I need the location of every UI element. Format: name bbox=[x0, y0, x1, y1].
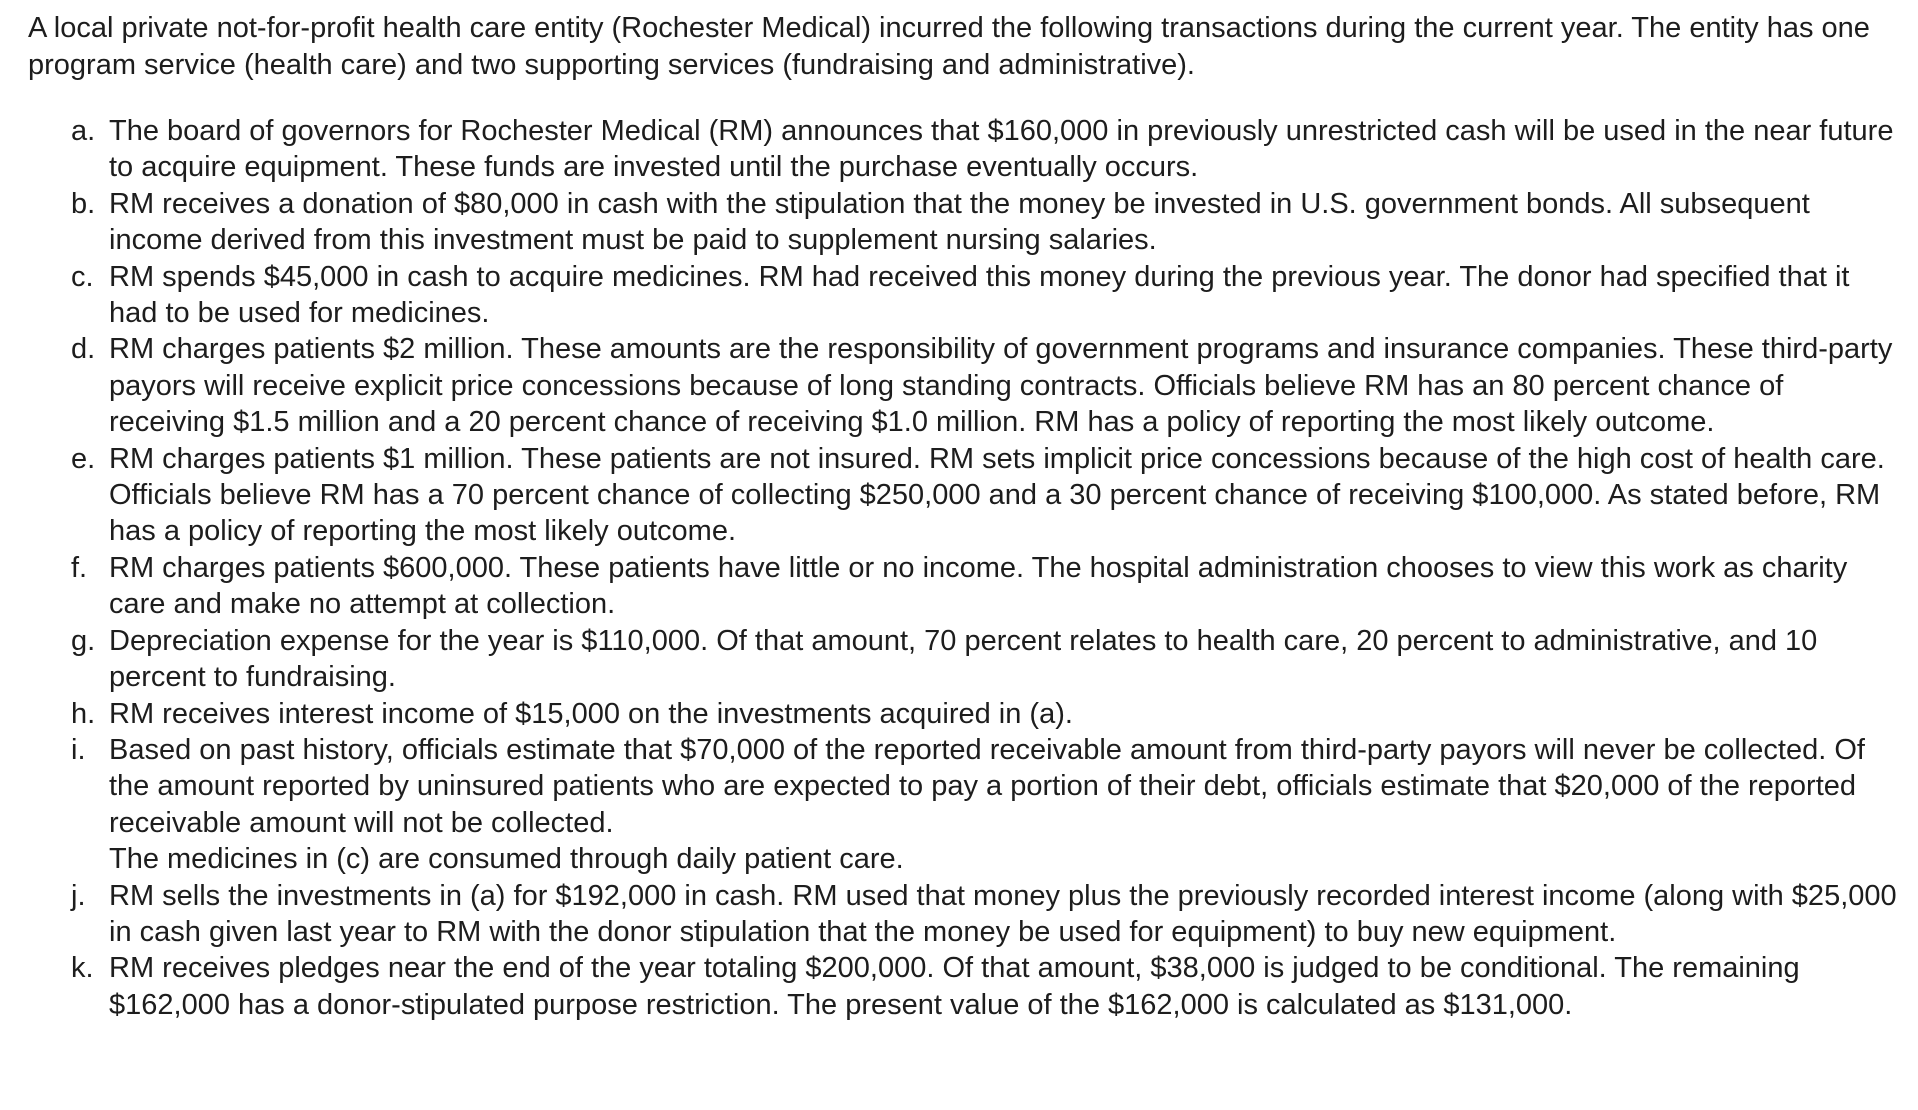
problem-intro: A local private not-for-profit health care entity (Rochester Medical) incurred the following transactions during the current year. The entity has one program service (health care) and two supporting services (fundraising and administrative). bbox=[28, 12, 1870, 81]
transaction-item-h bbox=[0, 696, 1918, 732]
transaction-item-d bbox=[0, 331, 1918, 440]
item-text: The board of governors for Rochester Medical (RM) announces that $160,000 in previously unrestricted cash will be used in the near future to acquire equipment. These funds are invested until the purchase eventually occurs. bbox=[109, 115, 1894, 184]
item-marker: b. bbox=[71, 187, 96, 220]
item-text: RM receives a donation of $80,000 in cash with the stipulation that the money be invested in U.S. government bonds. All subsequent income derived from this investment must be paid to supplement nursing salaries. bbox=[109, 187, 1810, 257]
transaction-list bbox=[0, 113, 1918, 1023]
transaction-item-a bbox=[0, 113, 1918, 186]
item-text: Based on past history, officials estimate that $70,000 of the reported receivable amount from third-party payors will never be collected. Of the amount reported by uninsured patients who are expected to pay a portion of their debt, officials estimate that $20,000 of the reported receivable amount will not be collected. bbox=[109, 733, 1865, 839]
item-text: RM receives interest income of $15,000 on the investments acquired in (a). bbox=[109, 697, 1073, 730]
item-text: RM receives pledges near the end of the year totaling $200,000. Of that amount, $38,000 is judged to be conditional. The remaining $162,000 has a donor-stipulated purpose restriction. The present value of the $162,000 is calculated as $131,000. bbox=[109, 952, 1800, 1021]
transaction-item-k bbox=[0, 950, 1918, 1023]
item-marker: g. bbox=[71, 624, 96, 657]
item-marker: k. bbox=[71, 952, 94, 985]
transaction-item-j bbox=[0, 878, 1918, 951]
item-marker: j. bbox=[71, 879, 86, 912]
transaction-item-g bbox=[0, 623, 1918, 696]
transaction-item-b bbox=[0, 186, 1918, 259]
transaction-item-i bbox=[0, 732, 1918, 878]
item-marker: h. bbox=[71, 697, 96, 730]
item-text: RM charges patients $600,000. These patients have little or no income. The hospital administration chooses to view this work as charity care and make no attempt at collection. bbox=[109, 551, 1848, 621]
item-text: RM charges patients $2 million. These amounts are the responsibility of government programs and insurance companies. These third-party payors will receive explicit price concessions because of long standing contracts. Officials believe RM has an 80 percent chance of receiving $1.5 million and a 20 percent chance of receiving $1.0 million. RM has a policy of reporting the most likely outcome. bbox=[109, 333, 1893, 439]
item-marker: e. bbox=[71, 442, 96, 475]
item-text: RM charges patients $1 million. These patients are not insured. RM sets implicit price concessions because of the high cost of health care. Officials believe RM has a 70 percent chance of collecting $250,000 and a 30 percent chance of receiving $100,000. As stated before, RM has a policy of reporting the most likely outcome. bbox=[109, 442, 1885, 548]
item-extra-text: The medicines in (c) are consumed through daily patient care. bbox=[109, 843, 904, 876]
transaction-item-f bbox=[0, 550, 1918, 623]
transaction-item-c bbox=[0, 259, 1918, 332]
item-text: Depreciation expense for the year is $110,000. Of that amount, 70 percent relates to health care, 20 percent to administrative, and 10 percent to fundraising. bbox=[109, 624, 1818, 694]
item-marker: f. bbox=[71, 551, 88, 584]
item-marker: d. bbox=[71, 333, 96, 366]
item-marker: c. bbox=[71, 260, 94, 293]
item-marker: a. bbox=[71, 115, 96, 147]
transaction-item-e bbox=[0, 441, 1918, 550]
item-marker: i. bbox=[71, 733, 86, 766]
item-text: RM sells the investments in (a) for $192,000 in cash. RM used that money plus the previously recorded interest income (along with $25,000 in cash given last year to RM with the donor stipulation that the money be used for equipment) to buy new equipment. bbox=[109, 879, 1897, 948]
item-text: RM spends $45,000 in cash to acquire medicines. RM had received this money during the previous year. The donor had specified that it had to be used for medicines. bbox=[109, 260, 1850, 330]
